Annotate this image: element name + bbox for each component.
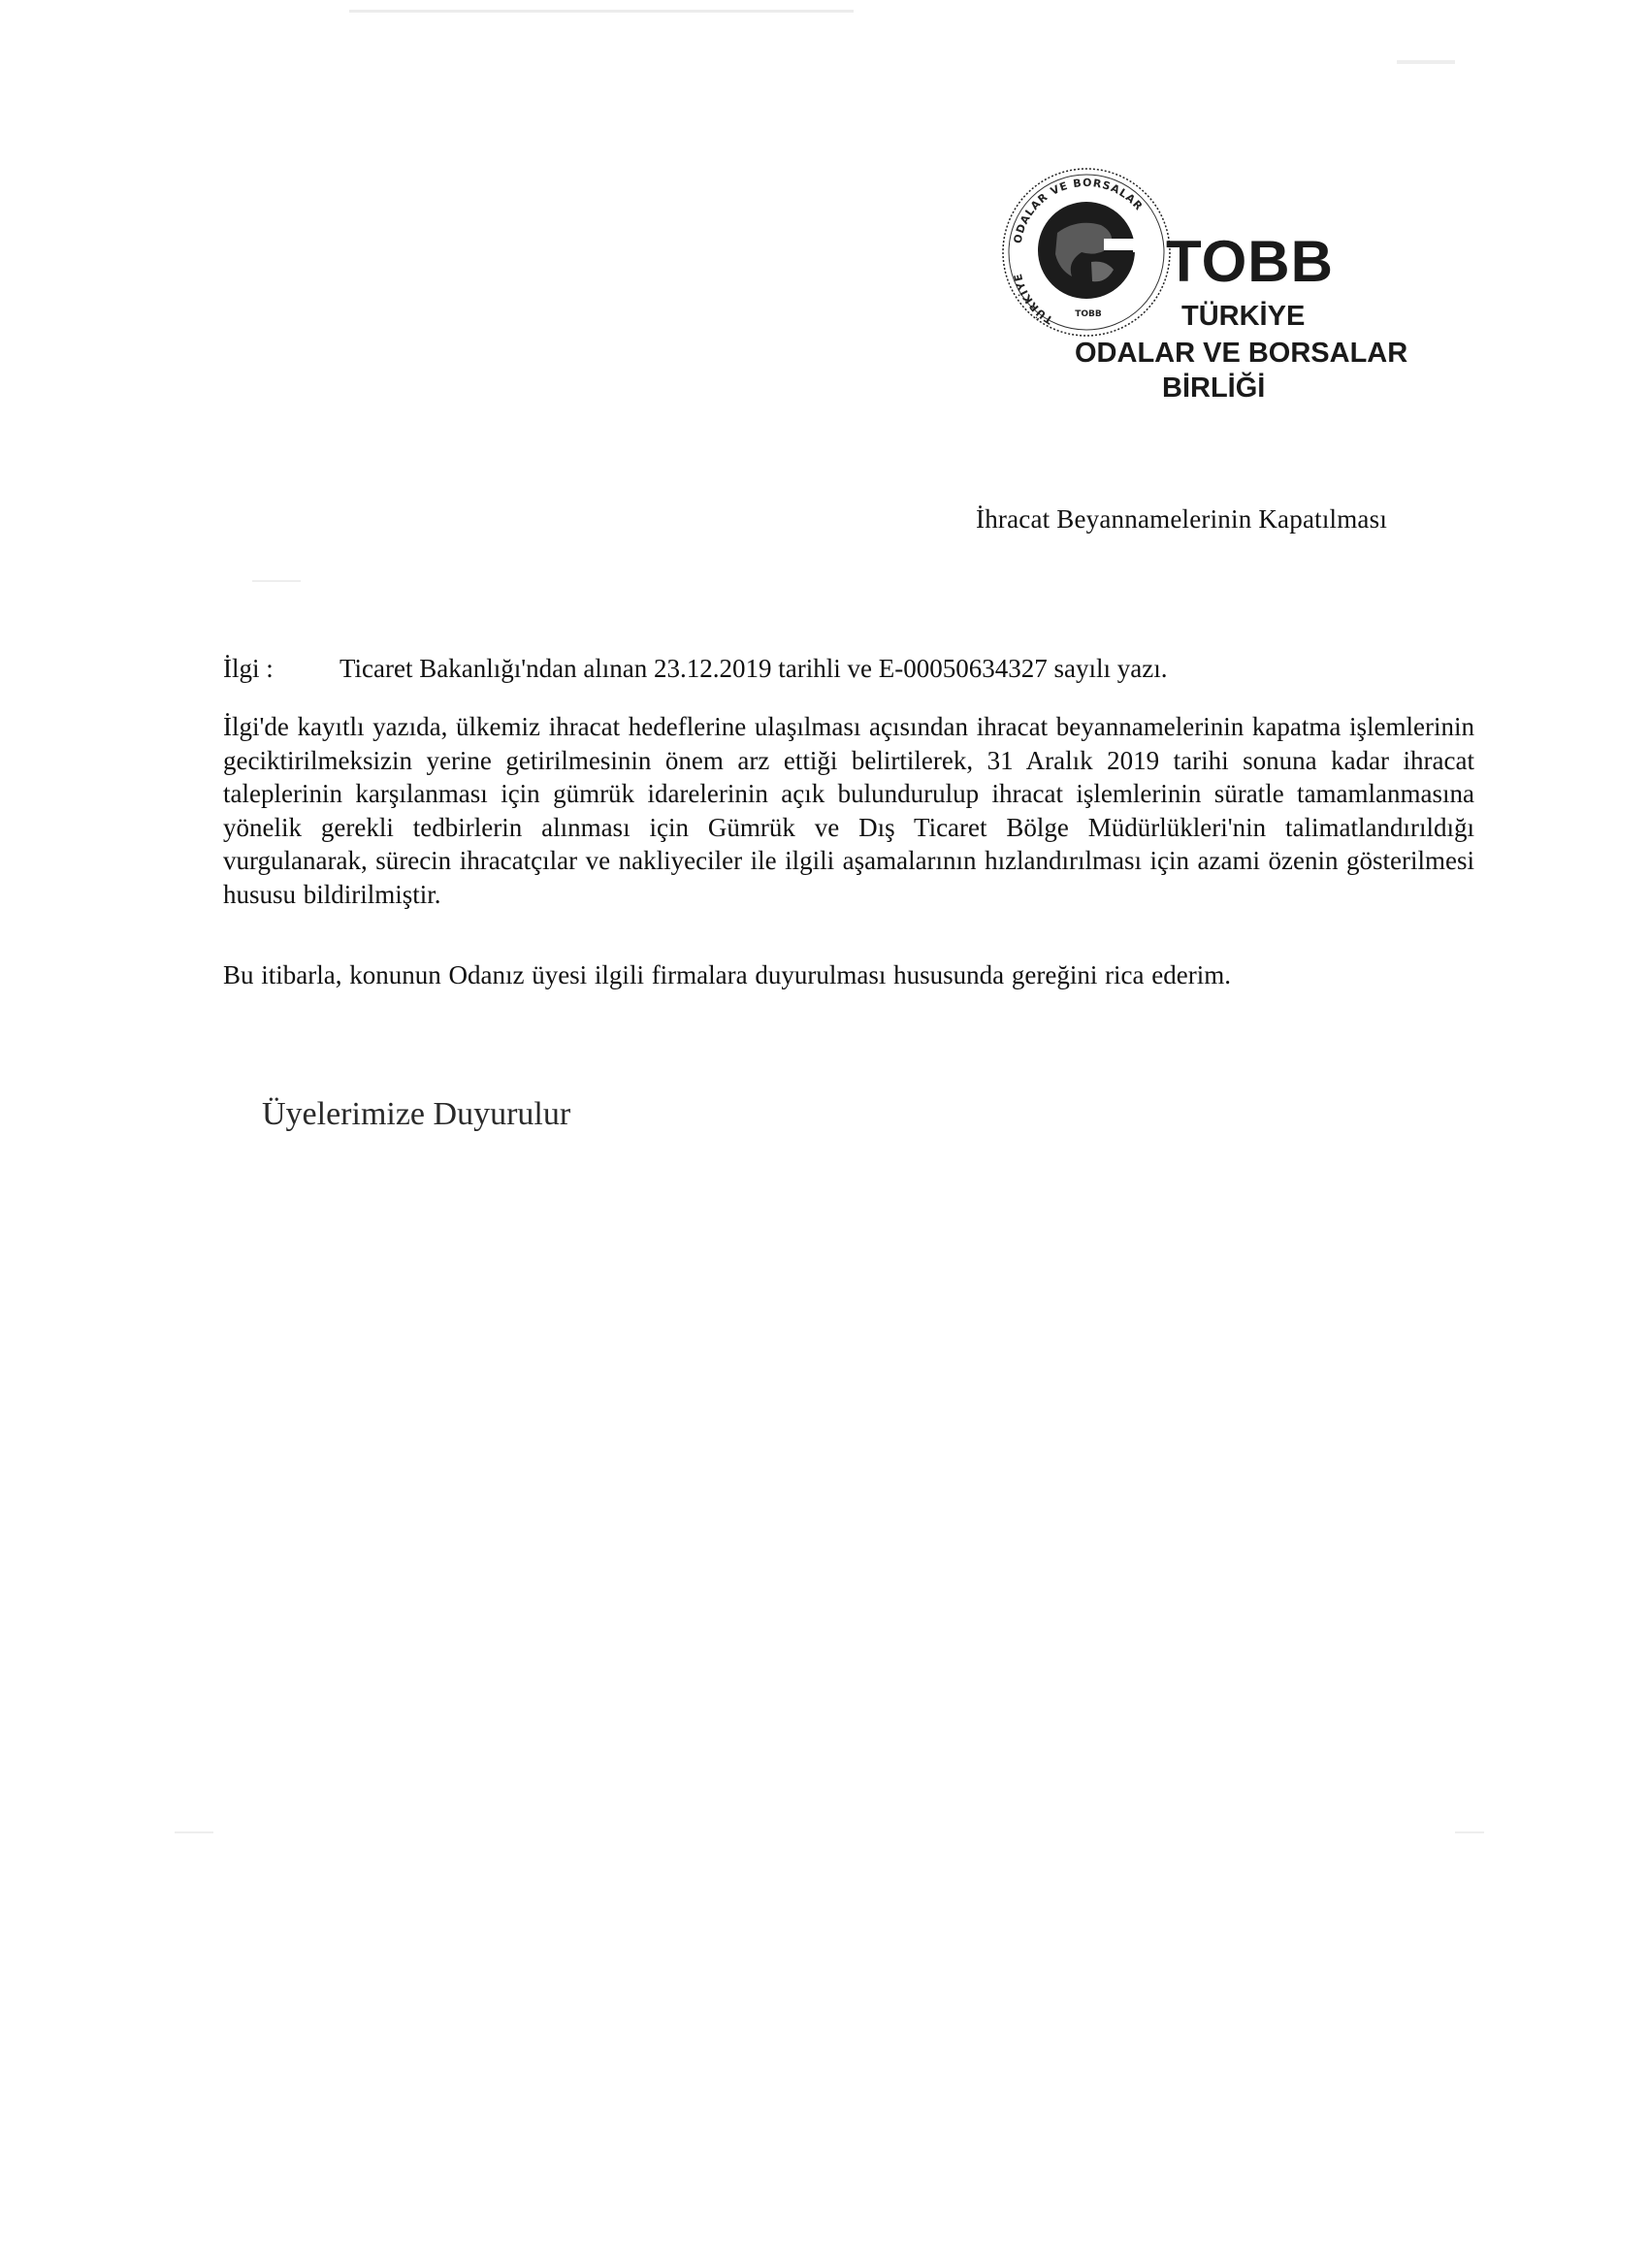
body-paragraph-1: İlgi'de kayıtlı yazıda, ülkemiz ihracat hedeflerine ulaşılması açısından ihracat beyannamelerinin kapatma işlemlerinin geciktirilmeksizin yerine getirilmesinin önem arz ettiği belirtilerek, 31 Aralık 2019 tarihi sonuna kadar ihracat taleplerinin karşılanması için gümrük idarelerinin açık bulundurulup ihracat işlemlerinin süratle tamamlanmasına yönelik gerekli tedbirlerin alınması için Gümrük ve Dış Ticaret Bölge Müdürlükleri'nin talimatlandırıldığı vurgulanarak, sürecin ihracatçılar ve nakliyeciler ile ilgili aşamalarının hızlandırılması için azami özenin gösterilmesi hususu bildirilmiştir. [223, 712, 1474, 909]
scan-artifact [252, 580, 301, 582]
scan-artifact [175, 1831, 213, 1833]
scan-artifact [1397, 60, 1455, 64]
svg-text:TÜRKİYE: TÜRKİYE [1011, 271, 1055, 327]
reference-text: Ticaret Bakanlığı'ndan alınan 23.12.2019 tarihli ve E-00050634327 sayılı yazı. [340, 654, 1168, 683]
org-name-line-3: BİRLİĞİ [1162, 373, 1266, 404]
org-name-line-2: ODALAR VE BORSALAR [1075, 338, 1408, 369]
brand-name: TOBB [1166, 229, 1334, 294]
org-name-line-1: TÜRKİYE [1181, 301, 1306, 332]
scan-artifact [1455, 1831, 1484, 1833]
closing-line: Üyelerimize Duyurulur [262, 1096, 571, 1132]
scan-artifact [349, 10, 854, 13]
letterhead [999, 165, 1445, 417]
tobb-seal-logo [999, 165, 1174, 340]
letter-subject: İhracat Beyannamelerinin Kapatılması [976, 504, 1388, 534]
reference-label: İlgi : [223, 654, 274, 683]
body-paragraph-2: Bu itibarla, konunun Odanız üyesi ilgili firmalara duyurulması hususunda gereğini rica ederim. [223, 960, 1231, 989]
svg-text:TOBB: TOBB [1075, 309, 1102, 319]
svg-text:ODALAR VE BORSALAR: ODALAR VE BORSALAR [1011, 176, 1146, 245]
